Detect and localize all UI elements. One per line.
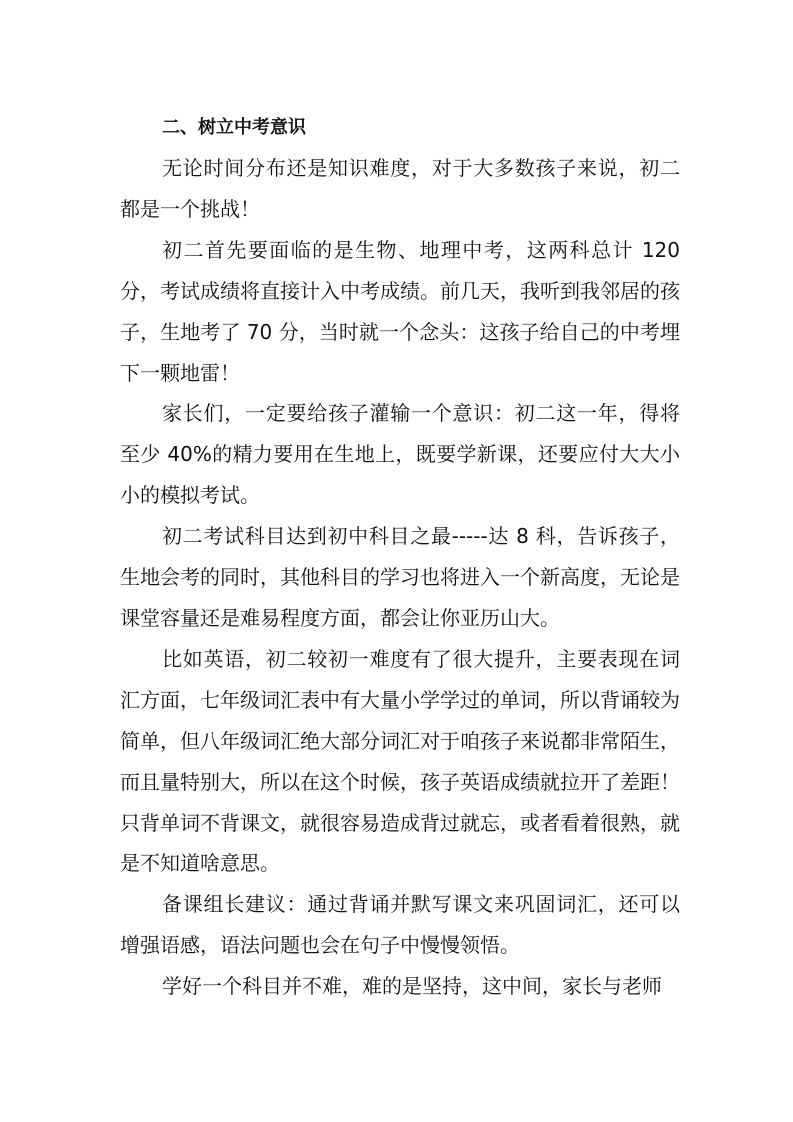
section-heading: 二、树立中考意识 (162, 117, 306, 138)
paragraph-persistence: 学好一个科目并不难，难的是坚持，这中间，家长与老师 (162, 974, 662, 999)
paragraph-biology-geography-exam: 初二首先要面临的是生物、地理中考，这两科总计 120 分，考试成绩将直接计入中考成绩。前几天，我听到我邻居的孩子，生地考了 70 分，当时就一个念头：这孩子给自己的中考埋下一颗地雷！ (120, 237, 680, 385)
paragraph-english-vocabulary: 比如英语，初二较初一难度有了很大提升，主要表现在词汇方面，七年级词汇表中有大量小学学过的单词，所以背诵较为简单，但八年级词汇绝大部分词汇对于咱孩子来说都非常陌生，而且量特别大，所以在这个时候，孩子英语成绩就拉开了差距！只背单词不背课文，就很容易造成背过就忘，或者看着很熟，就是不知道啥意思。 (120, 646, 680, 876)
document-page (120, 108, 680, 1007)
paragraph-teacher-suggestion: 备课组长建议：通过背诵并默写课文来巩固词汇，还可以增强语感，语法问题也会在句子中慢慢领悟。 (120, 892, 680, 958)
paragraph-parents-advice: 家长们，一定要给孩子灌输一个意识：初二这一年，得将至少 40%的精力要用在生地上，既要学新课，还要应付大大小小的模拟考试。 (120, 401, 680, 508)
paragraph-challenge: 无论时间分布还是知识难度，对于大多数孩子来说，初二都是一个挑战！ (120, 156, 680, 221)
paragraph-eight-subjects: 初二考试科目达到初中科目之最-----达 8 科，告诉孩子，生地会考的同时，其他科目的学习也将进入一个新高度，无论是课堂容量还是难易程度方面，都会让你亚历山大。 (120, 524, 680, 630)
